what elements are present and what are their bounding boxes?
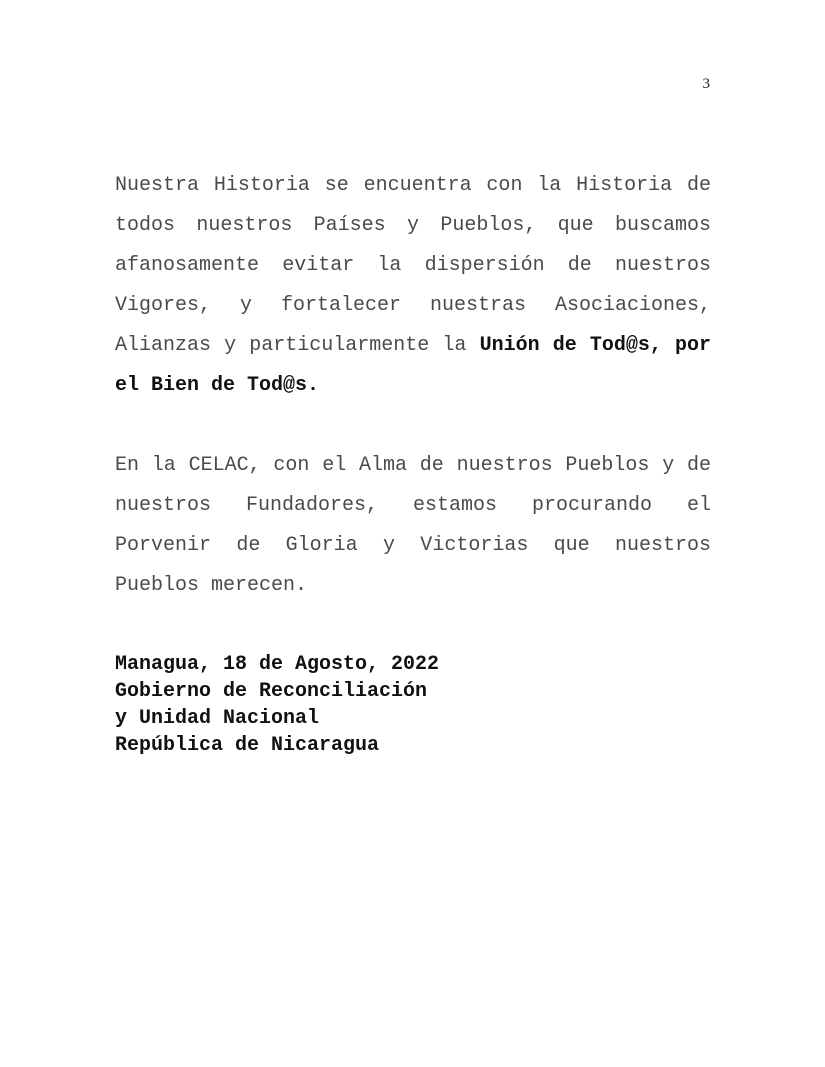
signature-country: República de Nicaragua bbox=[115, 734, 380, 757]
paragraph-history-emphasis: Unión de Tod@s, por el Bien de Tod@s. bbox=[115, 334, 711, 397]
signature-government-line1: Gobierno de Reconciliación bbox=[115, 680, 428, 703]
signature-place-date: Managua, 18 de Agosto, 2022 bbox=[115, 653, 440, 676]
paragraph-celac: En la CELAC, con el Alma de nuestros Pueblos y de nuestros Fundadores, estamos procurando el Porvenir de Gloria y Victorias que nuestros Pueblos merecen. bbox=[115, 454, 711, 597]
signature-block bbox=[115, 651, 439, 759]
paragraph-history-text: Nuestra Historia se encuentra con la Historia de todos nuestros Países y Pueblos, que buscamos afanosamente evitar la dispersión de nuestros Vigores, y fortalecer nuestras Asociaciones, Alianzas y particularmente la bbox=[115, 174, 711, 357]
page-number: 3 bbox=[702, 76, 710, 92]
paragraph-history bbox=[115, 166, 711, 406]
signature-government-line2: y Unidad Nacional bbox=[115, 707, 320, 730]
